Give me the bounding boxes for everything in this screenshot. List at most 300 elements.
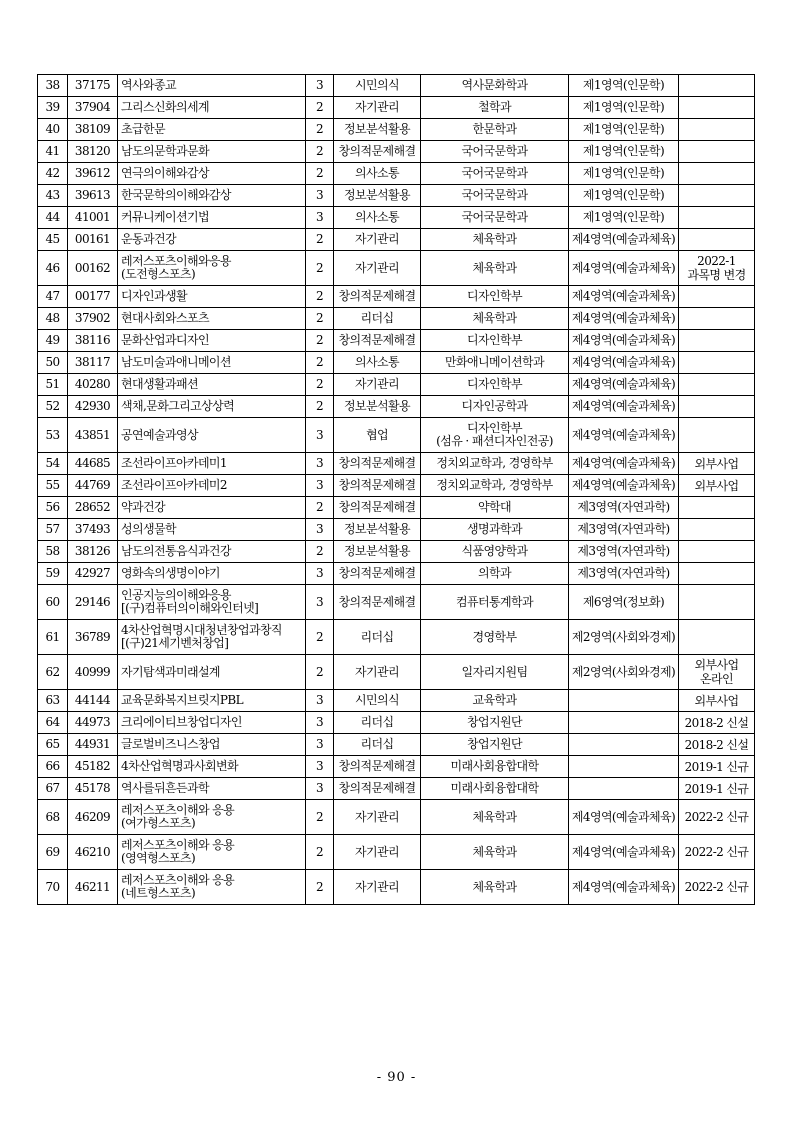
course-name-cell bbox=[118, 352, 306, 374]
department-cell bbox=[421, 734, 569, 756]
field-cell: 제4영역(예술과체육) bbox=[569, 800, 679, 835]
note-cell bbox=[679, 185, 755, 207]
course-name-cell bbox=[118, 251, 306, 286]
note-cell bbox=[679, 119, 755, 141]
competency-cell: 자기관리 bbox=[334, 251, 421, 286]
course-name-cell bbox=[118, 475, 306, 497]
course-code-cell: 00161 bbox=[68, 229, 118, 251]
field-cell: 제3영역(자연과학) bbox=[569, 519, 679, 541]
course-name-line: 현대사회와스포츠 bbox=[121, 311, 209, 325]
credit-cell: 2 bbox=[306, 330, 334, 352]
note-line: 2022-2 신규 bbox=[684, 845, 749, 859]
note-cell bbox=[679, 690, 755, 712]
course-name-line: 남도의전통음식과건강 bbox=[121, 544, 231, 558]
competency-cell: 정보분석활용 bbox=[334, 396, 421, 418]
note-line: 2019-1 신규 bbox=[684, 759, 749, 774]
note-cell bbox=[679, 229, 755, 251]
course-code-cell: 38126 bbox=[68, 541, 118, 563]
department-cell bbox=[421, 119, 569, 141]
note-cell bbox=[679, 207, 755, 229]
credit-cell: 2 bbox=[306, 497, 334, 519]
course-code-cell: 00177 bbox=[68, 286, 118, 308]
table-row bbox=[38, 585, 755, 620]
field-cell: 제4영역(예술과체육) bbox=[569, 453, 679, 475]
credit-cell: 3 bbox=[306, 734, 334, 756]
field-cell: 제4영역(예술과체육) bbox=[569, 475, 679, 497]
row-number-cell: 45 bbox=[38, 229, 68, 251]
course-name-cell bbox=[118, 163, 306, 185]
course-code-cell: 44931 bbox=[68, 734, 118, 756]
row-number-cell: 54 bbox=[38, 453, 68, 475]
course-name-cell bbox=[118, 870, 306, 905]
note-cell bbox=[679, 585, 755, 620]
table-row bbox=[38, 541, 755, 563]
course-name-line: 레저스포츠이해와응용 bbox=[121, 254, 231, 268]
note-cell bbox=[679, 712, 755, 734]
table-row bbox=[38, 75, 755, 97]
note-cell bbox=[679, 778, 755, 800]
table-row bbox=[38, 119, 755, 141]
row-number-cell: 69 bbox=[38, 835, 68, 870]
field-cell: 제4영역(예술과체육) bbox=[569, 229, 679, 251]
note-line: 2022-2 신규 bbox=[684, 810, 749, 824]
course-name-line: [(구)컴퓨터의이해와인터넷] bbox=[121, 601, 259, 615]
competency-cell: 창의적문제해결 bbox=[334, 778, 421, 800]
row-number-cell: 59 bbox=[38, 563, 68, 585]
course-code-cell: 37904 bbox=[68, 97, 118, 119]
course-name-cell bbox=[118, 141, 306, 163]
table-row bbox=[38, 330, 755, 352]
course-code-cell: 41001 bbox=[68, 207, 118, 229]
course-name-line: (영역형스포츠) bbox=[121, 851, 196, 865]
table-row bbox=[38, 374, 755, 396]
field-cell: 제4영역(예술과체육) bbox=[569, 286, 679, 308]
competency-cell: 정보분석활용 bbox=[334, 541, 421, 563]
row-number-cell: 60 bbox=[38, 585, 68, 620]
department-cell bbox=[421, 620, 569, 655]
course-name-line: 그리스신화의세계 bbox=[121, 100, 209, 114]
credit-cell: 2 bbox=[306, 655, 334, 690]
competency-cell: 자기관리 bbox=[334, 97, 421, 119]
department-cell bbox=[421, 756, 569, 778]
course-name-cell bbox=[118, 712, 306, 734]
department-line: 미래사회융합대학 bbox=[450, 781, 539, 795]
note-cell bbox=[679, 352, 755, 374]
note-cell bbox=[679, 453, 755, 475]
note-line: 외부사업 bbox=[694, 693, 739, 708]
course-code-cell: 42927 bbox=[68, 563, 118, 585]
note-cell bbox=[679, 251, 755, 286]
course-name-cell bbox=[118, 286, 306, 308]
competency-cell: 자기관리 bbox=[334, 835, 421, 870]
course-name-line: 레저스포츠이해와 응용 bbox=[121, 803, 235, 817]
table-row bbox=[38, 778, 755, 800]
note-line: 외부사업 bbox=[694, 658, 739, 672]
course-name-line: 4차산업혁명과사회변화 bbox=[121, 759, 238, 773]
course-name-line: 레저스포츠이해와 응용 bbox=[121, 838, 235, 852]
course-name-cell bbox=[118, 97, 306, 119]
field-cell bbox=[569, 756, 679, 778]
credit-cell: 2 bbox=[306, 374, 334, 396]
course-name-cell bbox=[118, 563, 306, 585]
department-cell bbox=[421, 453, 569, 475]
note-cell bbox=[679, 519, 755, 541]
course-code-cell: 46209 bbox=[68, 800, 118, 835]
note-cell bbox=[679, 418, 755, 453]
note-cell bbox=[679, 563, 755, 585]
department-line: 디자인공학과 bbox=[461, 399, 528, 413]
credit-cell: 3 bbox=[306, 690, 334, 712]
table-row bbox=[38, 475, 755, 497]
course-name-cell bbox=[118, 374, 306, 396]
competency-cell: 정보분석활용 bbox=[334, 185, 421, 207]
course-name-line: (네트형스포츠) bbox=[121, 886, 196, 900]
row-number-cell: 55 bbox=[38, 475, 68, 497]
row-number-cell: 43 bbox=[38, 185, 68, 207]
table-row bbox=[38, 756, 755, 778]
page-number: - 90 - bbox=[376, 1070, 417, 1085]
field-cell: 제1영역(인문학) bbox=[569, 119, 679, 141]
table-row bbox=[38, 308, 755, 330]
note-cell bbox=[679, 497, 755, 519]
course-name-cell bbox=[118, 541, 306, 563]
department-cell bbox=[421, 541, 569, 563]
credit-cell: 2 bbox=[306, 286, 334, 308]
course-code-cell: 38120 bbox=[68, 141, 118, 163]
note-cell bbox=[679, 75, 755, 97]
department-line: 정치외교학과, 경영학부 bbox=[436, 456, 553, 470]
department-cell bbox=[421, 563, 569, 585]
row-number-cell: 50 bbox=[38, 352, 68, 374]
field-cell: 제1영역(인문학) bbox=[569, 163, 679, 185]
course-code-cell: 45182 bbox=[68, 756, 118, 778]
note-cell bbox=[679, 141, 755, 163]
course-name-cell bbox=[118, 690, 306, 712]
competency-cell: 자기관리 bbox=[334, 229, 421, 251]
course-name-line: 남도미술과애니메이션 bbox=[121, 355, 231, 369]
department-line: 디자인학부 bbox=[467, 289, 522, 303]
department-line: 역사문화학과 bbox=[461, 78, 528, 92]
field-cell bbox=[569, 690, 679, 712]
field-cell bbox=[569, 778, 679, 800]
course-code-cell: 45178 bbox=[68, 778, 118, 800]
department-line: 교육학과 bbox=[472, 693, 517, 707]
credit-cell: 3 bbox=[306, 418, 334, 453]
field-cell: 제4영역(예술과체육) bbox=[569, 374, 679, 396]
course-name-line: 운동과건강 bbox=[121, 232, 176, 246]
course-name-line: 남도의문학과문화 bbox=[121, 144, 209, 158]
course-name-line: 조선라이프아카데미2 bbox=[121, 478, 227, 492]
course-name-line: 한국문학의이해와감상 bbox=[121, 188, 231, 202]
department-cell bbox=[421, 286, 569, 308]
competency-cell: 창의적문제해결 bbox=[334, 330, 421, 352]
competency-cell: 창의적문제해결 bbox=[334, 475, 421, 497]
note-cell bbox=[679, 308, 755, 330]
competency-cell: 의사소통 bbox=[334, 352, 421, 374]
row-number-cell: 39 bbox=[38, 97, 68, 119]
credit-cell: 3 bbox=[306, 778, 334, 800]
credit-cell: 2 bbox=[306, 251, 334, 286]
credit-cell: 3 bbox=[306, 75, 334, 97]
note-cell bbox=[679, 163, 755, 185]
course-name-line: 자기탐색과미래설계 bbox=[121, 664, 220, 679]
row-number-cell: 41 bbox=[38, 141, 68, 163]
credit-cell: 2 bbox=[306, 352, 334, 374]
department-line: 체육학과 bbox=[472, 879, 517, 894]
credit-cell: 2 bbox=[306, 119, 334, 141]
note-line: 2019-1 신규 bbox=[684, 781, 749, 796]
note-cell bbox=[679, 620, 755, 655]
competency-cell: 협업 bbox=[334, 418, 421, 453]
row-number-cell: 40 bbox=[38, 119, 68, 141]
credit-cell: 3 bbox=[306, 475, 334, 497]
course-name-cell bbox=[118, 185, 306, 207]
department-line: 체육학과 bbox=[472, 844, 517, 859]
department-cell bbox=[421, 207, 569, 229]
note-cell bbox=[679, 374, 755, 396]
department-line: 미래사회융합대학 bbox=[450, 759, 539, 773]
row-number-cell: 67 bbox=[38, 778, 68, 800]
department-line: 국어국문학과 bbox=[461, 188, 528, 202]
department-line: 약학대 bbox=[478, 500, 511, 514]
credit-cell: 2 bbox=[306, 620, 334, 655]
course-name-line: 역사를뒤흔든과학 bbox=[121, 781, 209, 795]
department-line: 만화애니메이션학과 bbox=[445, 355, 544, 369]
credit-cell: 3 bbox=[306, 207, 334, 229]
course-name-line: 문화산업과디자인 bbox=[121, 333, 209, 347]
table-row bbox=[38, 207, 755, 229]
competency-cell: 리더십 bbox=[334, 734, 421, 756]
course-name-line: 영화속의생명이야기 bbox=[121, 566, 220, 580]
course-code-cell: 40999 bbox=[68, 655, 118, 690]
course-name-line: 공연예술과영상 bbox=[121, 427, 198, 442]
field-cell: 제4영역(예술과체육) bbox=[569, 251, 679, 286]
competency-cell: 자기관리 bbox=[334, 870, 421, 905]
department-cell bbox=[421, 185, 569, 207]
row-number-cell: 64 bbox=[38, 712, 68, 734]
note-line: 2022-1 bbox=[697, 254, 736, 268]
course-name-cell bbox=[118, 207, 306, 229]
course-name-cell bbox=[118, 229, 306, 251]
course-name-cell bbox=[118, 418, 306, 453]
course-name-cell bbox=[118, 519, 306, 541]
course-code-cell: 43851 bbox=[68, 418, 118, 453]
competency-cell: 시민의식 bbox=[334, 75, 421, 97]
department-cell bbox=[421, 97, 569, 119]
competency-cell: 시민의식 bbox=[334, 690, 421, 712]
credit-cell: 2 bbox=[306, 229, 334, 251]
note-cell bbox=[679, 756, 755, 778]
field-cell: 제1영역(인문학) bbox=[569, 207, 679, 229]
row-number-cell: 47 bbox=[38, 286, 68, 308]
row-number-cell: 48 bbox=[38, 308, 68, 330]
competency-cell: 의사소통 bbox=[334, 207, 421, 229]
table-row bbox=[38, 620, 755, 655]
course-name-cell bbox=[118, 620, 306, 655]
department-cell bbox=[421, 308, 569, 330]
competency-cell: 정보분석활용 bbox=[334, 519, 421, 541]
note-line: 2018-2 신설 bbox=[684, 737, 749, 752]
credit-cell: 2 bbox=[306, 308, 334, 330]
credit-cell: 2 bbox=[306, 541, 334, 563]
course-name-cell bbox=[118, 835, 306, 870]
table-row bbox=[38, 497, 755, 519]
competency-cell: 창의적문제해결 bbox=[334, 563, 421, 585]
credit-cell: 3 bbox=[306, 185, 334, 207]
note-cell bbox=[679, 835, 755, 870]
course-name-line: 4차산업혁명시대청년창업과창직 bbox=[121, 623, 282, 637]
department-cell bbox=[421, 712, 569, 734]
course-name-cell bbox=[118, 734, 306, 756]
course-name-line: 레저스포츠이해와 응용 bbox=[121, 873, 235, 887]
department-line: 디자인학부 bbox=[467, 333, 522, 347]
department-cell bbox=[421, 75, 569, 97]
table-row bbox=[38, 563, 755, 585]
course-name-line: 크리에이티브창업디자인 bbox=[121, 715, 242, 729]
course-name-cell bbox=[118, 756, 306, 778]
table-row bbox=[38, 800, 755, 835]
row-number-cell: 56 bbox=[38, 497, 68, 519]
course-name-line: 교육문화복지브릿지PBL bbox=[121, 693, 243, 707]
department-line: 국어국문학과 bbox=[461, 144, 528, 158]
table-row bbox=[38, 870, 755, 905]
department-line: 체육학과 bbox=[472, 232, 517, 246]
department-cell bbox=[421, 163, 569, 185]
department-cell bbox=[421, 251, 569, 286]
credit-cell: 2 bbox=[306, 835, 334, 870]
course-name-cell bbox=[118, 308, 306, 330]
row-number-cell: 70 bbox=[38, 870, 68, 905]
note-line: 2022-2 신규 bbox=[684, 880, 749, 894]
department-cell bbox=[421, 352, 569, 374]
field-cell: 제4영역(예술과체육) bbox=[569, 330, 679, 352]
department-cell bbox=[421, 835, 569, 870]
row-number-cell: 68 bbox=[38, 800, 68, 835]
table-row bbox=[38, 352, 755, 374]
row-number-cell: 62 bbox=[38, 655, 68, 690]
note-cell bbox=[679, 541, 755, 563]
field-cell: 제4영역(예술과체육) bbox=[569, 308, 679, 330]
note-cell bbox=[679, 97, 755, 119]
credit-cell: 3 bbox=[306, 519, 334, 541]
credit-cell: 2 bbox=[306, 163, 334, 185]
course-name-line: [(구)21세기벤처창업] bbox=[121, 636, 229, 650]
department-line: 디자인학부 bbox=[467, 421, 522, 435]
course-name-line: 연극의이해와감상 bbox=[121, 166, 209, 180]
department-cell bbox=[421, 519, 569, 541]
table-row bbox=[38, 251, 755, 286]
course-name-cell bbox=[118, 119, 306, 141]
table-row bbox=[38, 141, 755, 163]
department-line: 한문학과 bbox=[472, 122, 517, 136]
competency-cell: 자기관리 bbox=[334, 655, 421, 690]
row-number-cell: 58 bbox=[38, 541, 68, 563]
credit-cell: 3 bbox=[306, 453, 334, 475]
credit-cell: 2 bbox=[306, 396, 334, 418]
competency-cell: 창의적문제해결 bbox=[334, 585, 421, 620]
department-line: (섬유 · 패션디자인전공) bbox=[436, 434, 553, 448]
field-cell: 제1영역(인문학) bbox=[569, 141, 679, 163]
course-name-line: 초급한문 bbox=[121, 122, 165, 136]
course-code-cell: 39613 bbox=[68, 185, 118, 207]
department-line: 체육학과 bbox=[472, 311, 517, 325]
department-line: 일자리지원팀 bbox=[461, 664, 528, 679]
competency-cell: 리더십 bbox=[334, 620, 421, 655]
row-number-cell: 57 bbox=[38, 519, 68, 541]
department-line: 경영학부 bbox=[472, 629, 517, 644]
course-code-cell: 37902 bbox=[68, 308, 118, 330]
course-name-cell bbox=[118, 585, 306, 620]
table-row bbox=[38, 519, 755, 541]
field-cell: 제4영역(예술과체육) bbox=[569, 835, 679, 870]
competency-cell: 정보분석활용 bbox=[334, 119, 421, 141]
course-name-cell bbox=[118, 396, 306, 418]
competency-cell: 리더십 bbox=[334, 308, 421, 330]
course-name-line: 약과건강 bbox=[121, 500, 165, 514]
course-code-cell: 38109 bbox=[68, 119, 118, 141]
note-line: 온라인 bbox=[700, 672, 733, 686]
course-code-cell: 44144 bbox=[68, 690, 118, 712]
course-name-cell bbox=[118, 330, 306, 352]
field-cell: 제4영역(예술과체육) bbox=[569, 352, 679, 374]
field-cell: 제4영역(예술과체육) bbox=[569, 396, 679, 418]
department-cell bbox=[421, 141, 569, 163]
department-cell bbox=[421, 690, 569, 712]
course-code-cell: 29146 bbox=[68, 585, 118, 620]
course-code-cell: 37175 bbox=[68, 75, 118, 97]
note-cell bbox=[679, 330, 755, 352]
department-cell bbox=[421, 475, 569, 497]
department-line: 국어국문학과 bbox=[461, 166, 528, 180]
row-number-cell: 46 bbox=[38, 251, 68, 286]
field-cell: 제1영역(인문학) bbox=[569, 97, 679, 119]
credit-cell: 2 bbox=[306, 870, 334, 905]
course-name-cell bbox=[118, 75, 306, 97]
department-cell bbox=[421, 497, 569, 519]
course-code-cell: 42930 bbox=[68, 396, 118, 418]
credit-cell: 3 bbox=[306, 563, 334, 585]
course-name-line: 현대생활과패션 bbox=[121, 377, 198, 391]
department-cell bbox=[421, 870, 569, 905]
row-number-cell: 44 bbox=[38, 207, 68, 229]
course-name-line: 인공지능의이해와응용 bbox=[121, 588, 231, 602]
credit-cell: 3 bbox=[306, 756, 334, 778]
row-number-cell: 65 bbox=[38, 734, 68, 756]
department-line: 국어국문학과 bbox=[461, 210, 528, 224]
course-code-cell: 36789 bbox=[68, 620, 118, 655]
credit-cell: 3 bbox=[306, 585, 334, 620]
field-cell: 제1영역(인문학) bbox=[569, 75, 679, 97]
field-cell: 제4영역(예술과체육) bbox=[569, 418, 679, 453]
department-cell bbox=[421, 330, 569, 352]
course-code-cell: 38117 bbox=[68, 352, 118, 374]
table-row bbox=[38, 655, 755, 690]
competency-cell: 리더십 bbox=[334, 712, 421, 734]
course-name-cell bbox=[118, 800, 306, 835]
field-cell bbox=[569, 734, 679, 756]
course-code-cell: 44769 bbox=[68, 475, 118, 497]
department-cell bbox=[421, 374, 569, 396]
credit-cell: 2 bbox=[306, 800, 334, 835]
note-cell bbox=[679, 286, 755, 308]
note-cell bbox=[679, 655, 755, 690]
department-cell bbox=[421, 396, 569, 418]
course-name-line: 조선라이프아카데미1 bbox=[121, 456, 227, 470]
table-row bbox=[38, 690, 755, 712]
note-line: 과목명 변경 bbox=[687, 268, 746, 282]
table-row bbox=[38, 453, 755, 475]
note-line: 2018-2 신설 bbox=[684, 715, 749, 730]
